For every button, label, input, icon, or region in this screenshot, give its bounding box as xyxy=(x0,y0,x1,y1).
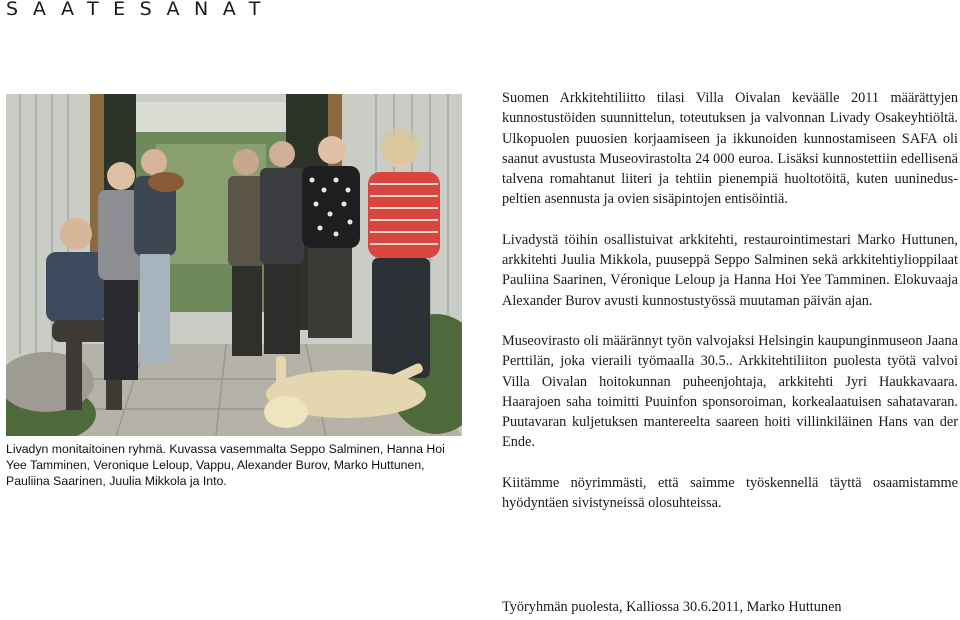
photo-caption: Livadyn monitaitoinen ryhmä. Kuvassa vasemmalta Seppo Salminen, Hanna Hoi Yee Tamminen, Veronique Leloup, Vappu, Alexander Burov, Marko Huttunen, Pauliina Saarinen, Juulia Mikkola ja Into. xyxy=(6,442,445,488)
body-text xyxy=(502,88,958,533)
paragraph-supervision: Museovirasto oli määrännyt työn valvojaksi Helsingin kaupunginmuseon Jaana Perttilän, joka vieraili työmaalla 30.5.. Arkkitehtiliiton puolesta työtä valvoi Villa Oivalan hoitokunnan puheenjohtaja, arkkitehti Jyri Haukkavaara. Haarajoen saha toimitti Puuinfon sponsoroiman, korkealaatuisen sahatavaran. Puutavaran kuljetuksen mantereelta saareen hoiti villinkiläinen Hans van der Ende. xyxy=(502,332,958,451)
paragraph-participants: Livadystä töihin osallistuivat arkkitehti, restaurointimestari Marko Huttunen, arkkitehti Juulia Mikkola, puuseppä Seppo Salminen sekä arkkitehtiylioppilaat Pauliina Saarinen, Véronique Leloup ja Hanna Hoi Yee Tamminen. Elokuvaaja Alexander Burov avusti kunnostustyössä muutaman päivän ajan. xyxy=(502,231,958,309)
paragraph-thanks: Kiitämme nöyrimmästi, että saimme työskennellä täyttä osaamistamme hyödyntäen sivistyneissä olosuhteissa. xyxy=(502,474,958,512)
group-photo xyxy=(6,94,462,436)
paragraph-commission: Suomen Arkkitehtiliitto tilasi Villa Oivalan keväälle 2011 määrättyjen kunnostustöiden suunnittelun, toteutuksen ja valvonnan Livady Osakeyhtiöltä. Ulkopuolen puuosien korjaamiseen ja ikkunoiden kunnostamiseen SAFA oli saanut avustusta Museovirastolta 24 000 euroa. Lisäksi kunnostettiin edellisenä talvena romahtanut liiteri ja tehtiin pienempiä huoltotöitä, kuten uunineduspeltien asennusta ja ovien sisäpintojen entisöintiä. xyxy=(502,90,958,208)
page-heading: SAATESANAT xyxy=(6,0,275,20)
signature-line: Työryhmän puolesta, Kalliossa 30.6.2011, Marko Huttunen xyxy=(502,599,842,615)
